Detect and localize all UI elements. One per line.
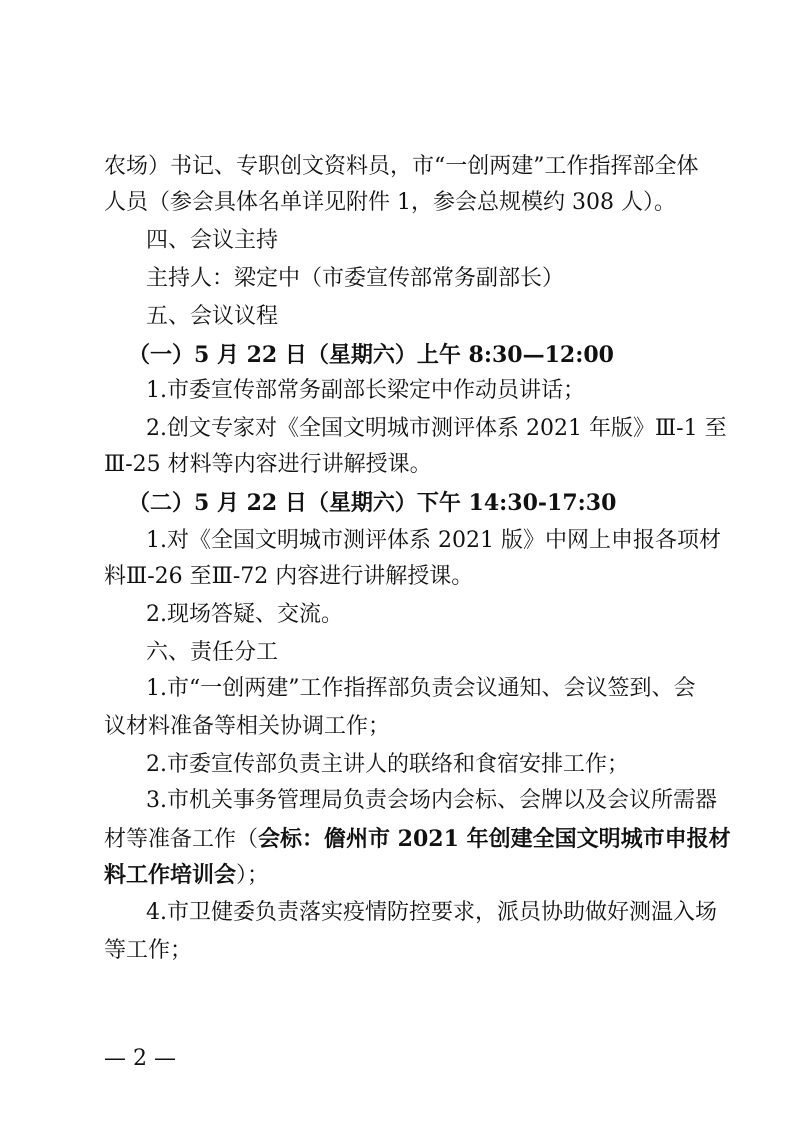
body-line: 主持人：梁定中（市委宣传部常务副部长） <box>146 266 565 291</box>
body-line: 3.市机关事务管理局负责会场内会标、会牌以及会议所需器 <box>146 788 717 813</box>
body-line: 议材料准备等相关协调工作； <box>104 714 391 739</box>
body-line <box>104 860 794 891</box>
body-line: Ⅲ-25 材料等内容进行讲解授课。 <box>104 452 432 477</box>
subsection-heading: （一）5 月 22 日（星期六）上午 8:30—12:00 <box>128 342 614 368</box>
banner-text: 会标：儋州市 2021 年创建全国文明城市申报材 <box>258 826 731 852</box>
body-line: 2.创文专家对《全国文明城市测评体系 2021 年版》Ⅲ-1 至 <box>146 416 727 441</box>
section-heading: 五、会议议程 <box>146 304 279 329</box>
body-line: 4.市卫健委负责落实疫情防控要求，派员协助做好测温入场 <box>146 900 717 925</box>
body-line: 2.市委宣传部负责主讲人的联络和食宿安排工作； <box>146 752 629 777</box>
section-heading: 六、责任分工 <box>146 640 279 665</box>
body-line: 1.市“一创两建”工作指挥部负责会议通知、会议签到、会 <box>146 676 696 701</box>
page-number: — 2 — <box>104 1046 176 1071</box>
body-line: 等工作； <box>104 938 193 963</box>
banner-text: 料工作培训会 <box>104 862 237 888</box>
body-line <box>104 824 794 855</box>
body-line: 农场）书记、专职创文资料员，市“一创两建”工作指挥部全体 <box>104 154 699 179</box>
body-line: 1.市委宣传部常务副部长梁定中作动员讲话； <box>146 378 585 403</box>
body-line: 2.现场答疑、交流。 <box>146 602 343 627</box>
subsection-heading: （二）5 月 22 日（星期六）下午 14:30-17:30 <box>128 490 617 516</box>
body-line: 1.对《全国文明城市测评体系 2021 版》中网上申报各项材 <box>146 528 721 553</box>
body-text: ）； <box>236 863 270 888</box>
body-line: 料Ⅲ-26 至Ⅲ-72 内容进行讲解授课。 <box>104 564 474 589</box>
body-line: 人员（参会具体名单详见附件 1，参会总规模约 308 人）。 <box>104 190 676 215</box>
section-heading: 四、会议主持 <box>146 228 279 253</box>
body-text: 材等准备工作（ <box>104 827 259 852</box>
